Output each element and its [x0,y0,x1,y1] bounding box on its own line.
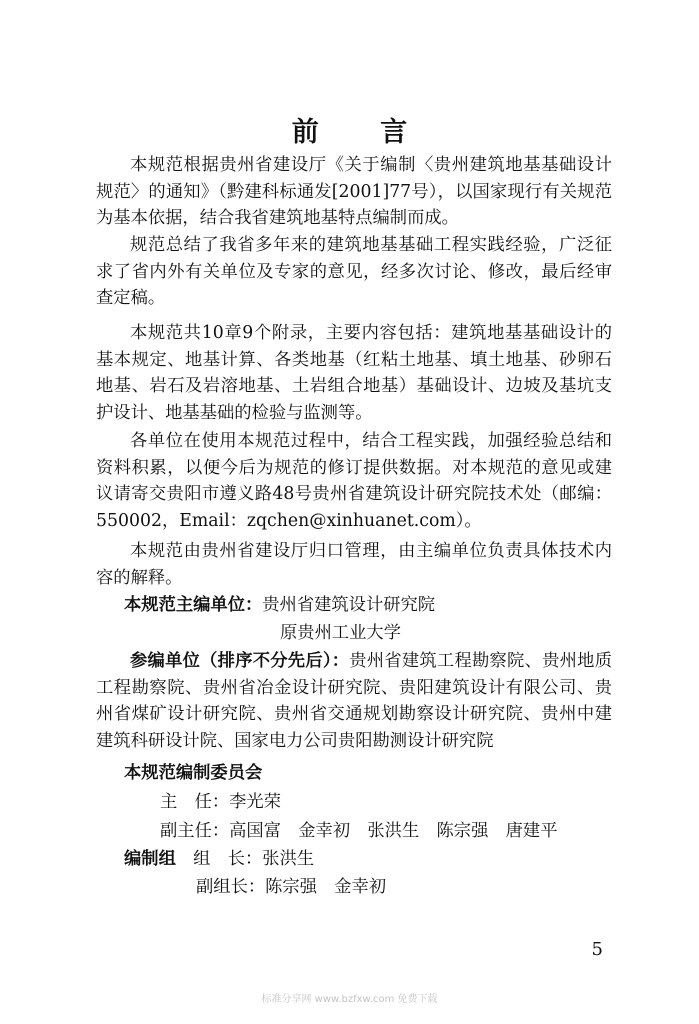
committee-title: 本规范编制委员会 [124,763,263,783]
page-number: 5 [591,939,603,960]
editing-group-label: 编制组 [124,849,176,869]
chief-editor-label: 本规范主编单位： [124,595,263,615]
page-title: 前 言 [291,117,434,148]
participating-units: 贵州省建筑工程勘察院、贵州地质工程勘察院、贵州省冶金设计研究院、贵阳建筑设计有限公司、贵州省煤矿设计研究院、贵州省交通规划勘察设计研究院、贵州中建建筑科研设计院、国家电力公司贵阳勘测设计研究院 [96,651,612,751]
director-line: 主 任：李光荣 [160,792,281,812]
paragraph-4: 各单位在使用本规范过程中，结合工程实践，加强经验总结和资料积累，以便今后为规范的修订提供数据。对本规范的意见或建议请寄交贵阳市遵义路48号贵州省建筑设计研究院技术处（邮编：550002，Email：zqchen@xinhuanet.com）。 [96,431,612,531]
participating-label: 参编单位（排序不分先后）： [130,651,350,671]
deputy-leader-line: 副组长：陈宗强 金幸初 [196,877,387,897]
chief-editor-unit-2: 原贵州工业大学 [280,623,401,643]
paragraph-2: 规范总结了我省多年来的建筑地基基础工程实践经验，广泛征求了省内外有关单位及专家的意见，经多次讨论、修改，最后经审查定稿。 [96,235,612,308]
paragraph-3: 本规范共10章9个附录，主要内容包括：建筑地基基础设计的基本规定、地基计算、各类地基（红粘土地基、填土地基、砂卵石地基、岩石及岩溶地基、土岩组合地基）基础设计、边坡及基坑支护设计、地基基础的检验与监测等。 [96,323,612,423]
paragraph-5: 本规范由贵州省建设厅归口管理，由主编单位负责具体技术内容的解释。 [96,541,612,588]
editing-group-row [124,846,314,872]
paragraph-1: 本规范根据贵州省建设厅《关于编制〈贵州建筑地基基础设计规范〉的通知》（黔建科标通发[2001]77号），以国家现行有关规范为基本依据，结合我省建筑地基特点编制而成。 [96,155,612,228]
chief-editor-unit-1: 贵州省建筑设计研究院 [262,595,436,615]
watermark: 标准分享网 www.bzfxw.com 免费下载 [261,994,438,1005]
deputy-director-line: 副主任：高国富 金幸初 张洪生 陈宗强 唐建平 [160,821,558,841]
participating-units-paragraph [96,648,612,754]
chief-editor-row [124,592,435,618]
group-leader-line: 组 长：张洪生 [193,849,315,869]
